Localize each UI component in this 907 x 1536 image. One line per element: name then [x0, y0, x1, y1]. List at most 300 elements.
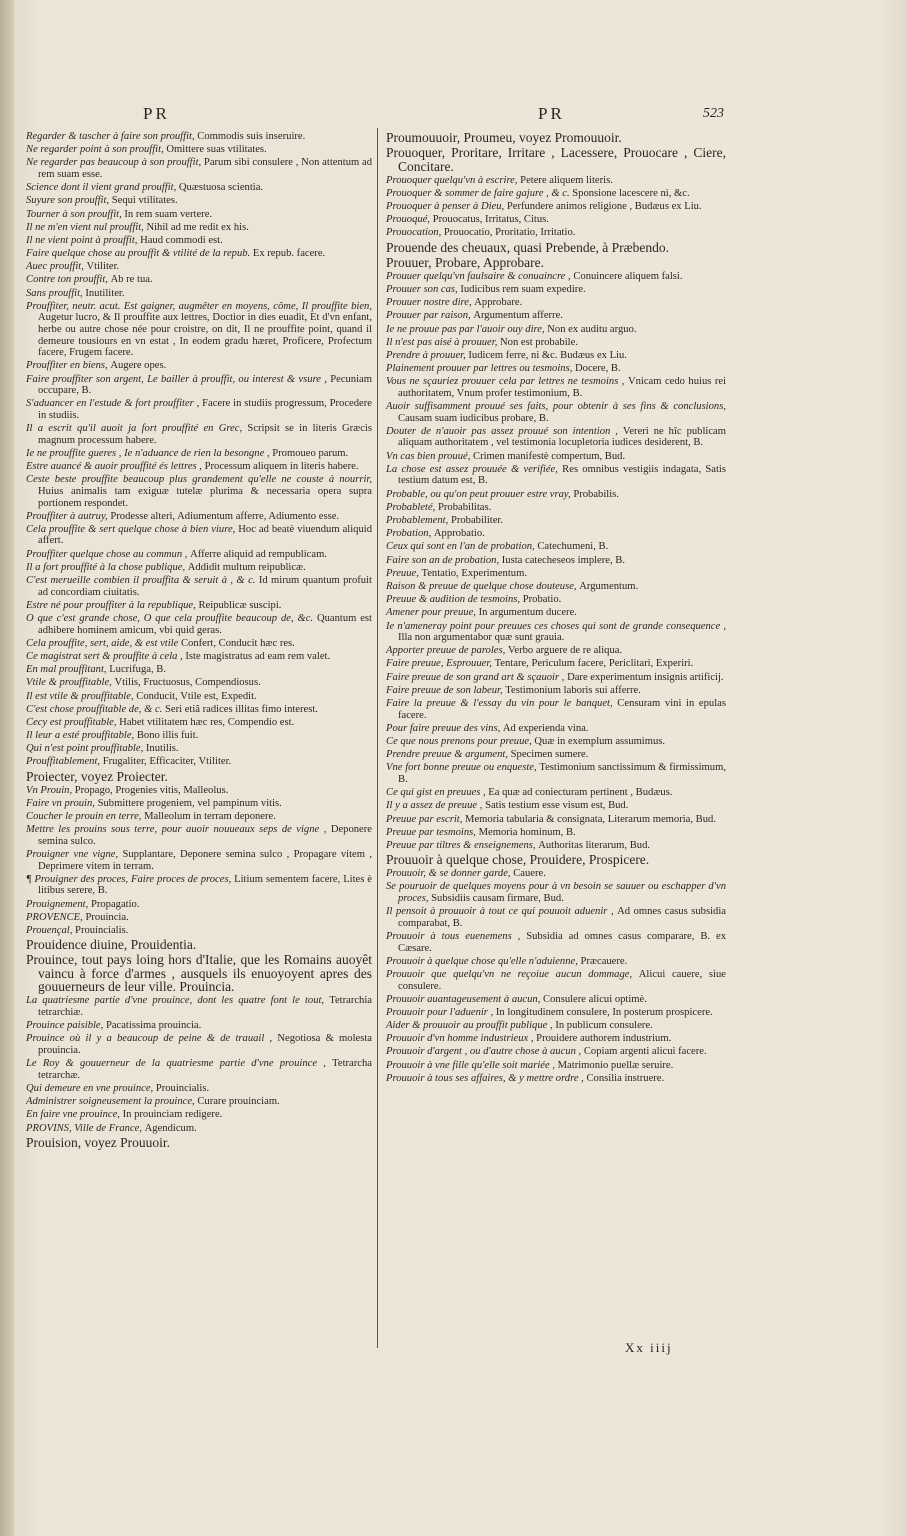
latin-gloss: Scripsit se in literis Græcis magnum processum habere. — [38, 423, 372, 446]
latin-gloss: Approbatio. — [433, 528, 485, 540]
latin-gloss: Prouidence diuine, Prouidentia. — [26, 937, 197, 953]
dictionary-entry — [26, 717, 372, 729]
french-headword: Prouince paisible, — [26, 1020, 106, 1032]
dictionary-entry — [26, 131, 372, 143]
latin-gloss: Sponsione lacescere ni, &c. — [572, 187, 690, 199]
french-headword: Prouençal, — [26, 925, 76, 937]
latin-gloss: Ex repub. facere. — [252, 248, 326, 260]
latin-gloss: Consilia instruere. — [586, 1072, 665, 1084]
french-headword: Coucher le prouin en terre, — [26, 811, 145, 823]
dictionary-entry — [386, 581, 726, 593]
right-column — [386, 131, 726, 1086]
dictionary-entry — [26, 1096, 372, 1108]
french-headword: Preuue par tesmoins, — [386, 826, 479, 838]
french-headword: La chose est assez prouuée & verifiée, — [386, 463, 563, 475]
dictionary-entry — [386, 515, 726, 527]
latin-gloss: Proumouuoir, Proumeu, voyez Promouuoir. — [386, 130, 622, 145]
dictionary-entry — [386, 1020, 726, 1032]
latin-gloss: Parum sibi consulere , Non attentum ad rem suam esse. — [38, 157, 372, 180]
french-headword: Prouuoir pour l'aduenir , — [386, 1006, 496, 1018]
dictionary-entry — [386, 931, 726, 954]
dictionary-entry — [386, 881, 726, 904]
french-headword: Prouuoir à tous euenemens , — [386, 930, 527, 942]
french-headword: Vous ne sçauriez prouuer cela par lettres ne tesmoins , — [386, 376, 628, 388]
french-headword: Faire preuue de son grand art & sçauoir , — [386, 671, 568, 683]
french-headword: Prouuoir auantageusement à aucun, — [386, 993, 544, 1005]
dictionary-entry — [26, 549, 372, 561]
dictionary-entry — [26, 1083, 372, 1095]
latin-gloss: Probabilis. — [573, 488, 619, 500]
dictionary-entry — [26, 953, 372, 994]
dictionary-entry — [26, 157, 372, 180]
dictionary-entry — [26, 925, 372, 937]
latin-gloss: Causam suam iudicibus probare, B. — [398, 412, 549, 424]
french-headword: Prouince où il y a beaucoup de peine & de trauail , — [26, 1033, 278, 1045]
latin-gloss: Negotiosa & molesta prouincia. — [38, 1033, 372, 1056]
french-headword: En mal prouffitant, — [26, 664, 110, 676]
dictionary-entry — [26, 730, 372, 742]
dictionary-entry — [386, 736, 726, 748]
dictionary-entry — [386, 1046, 726, 1058]
french-headword: Prouuoir d'vn homme industrieux , — [386, 1033, 537, 1045]
latin-gloss: Ab re tua. — [110, 274, 153, 286]
french-headword: Ie ne prouue pas par l'auoir ouy dire, — [386, 323, 548, 335]
dictionary-entry — [386, 672, 726, 684]
dictionary-entry — [26, 770, 372, 784]
column-divider — [377, 128, 378, 1348]
latin-gloss: Frugaliter, Efficaciter, Vtiliter. — [102, 756, 232, 768]
dictionary-entry — [386, 241, 726, 255]
dictionary-entry — [386, 310, 726, 322]
french-headword: Qui demeure en vne prouince, — [26, 1082, 156, 1094]
dictionary-entry — [26, 811, 372, 823]
french-headword: Apporter preuue de paroles, — [386, 645, 508, 657]
dictionary-entry — [386, 528, 726, 540]
dictionary-entry — [386, 227, 726, 239]
binding-gutter — [0, 0, 14, 1536]
french-headword: Prouffiter en biens, — [26, 360, 111, 372]
latin-gloss: Reipublicæ suscipi. — [198, 599, 282, 611]
dictionary-entry — [26, 461, 372, 473]
dictionary-entry — [26, 301, 372, 359]
latin-gloss: Quæstuosa scientia. — [178, 182, 264, 194]
french-headword: Probable, ou qu'on peut prouuer estre vray, — [386, 488, 574, 500]
french-headword: Prouffiter, neutr. acut. Est gaigner, augmêter en moyens, côme, Il prouffite bien, — [26, 300, 372, 312]
left-column — [26, 131, 372, 1151]
french-headword: Prouigner vne vigne, — [26, 849, 123, 861]
french-headword: Estre auancé & auoir prouffité és lettres , — [26, 461, 205, 473]
latin-gloss: Tentare, Periculum facere, Periclitari, Experiri. — [494, 658, 694, 670]
french-headword: Faire la preuue & l'essay du vin pour le banquet, — [386, 698, 618, 710]
dictionary-entry — [386, 853, 726, 867]
latin-gloss: Tetrarchia tetrarchiæ. — [38, 995, 372, 1018]
dictionary-entry — [26, 691, 372, 703]
dictionary-entry — [26, 524, 372, 547]
french-headword: Vn cas bien prouué, — [386, 450, 473, 462]
dictionary-entry — [386, 685, 726, 697]
dictionary-entry — [386, 658, 726, 670]
dictionary-entry — [26, 849, 372, 872]
dictionary-entry — [386, 271, 726, 283]
dictionary-entry — [386, 188, 726, 200]
latin-gloss: Ad omnes casus subsidia comparabat, B. — [398, 906, 726, 929]
dictionary-entry — [26, 274, 372, 286]
latin-gloss: Catechumeni, B. — [537, 541, 609, 553]
latin-gloss: Vereri ne hîc publicam aliquam authoritatem , vel testimonia locupletoria iudices desiderent, B. — [398, 425, 726, 449]
latin-gloss: Iudicem ferre, ni &c. Budæus ex Liu. — [468, 349, 627, 361]
latin-gloss: Iusta catecheseos implere, B. — [501, 554, 626, 566]
french-headword: C'est merueille combien il prouffita & seruit à , & c. — [26, 575, 259, 587]
page-number: 523 — [703, 106, 724, 121]
latin-gloss: Inutilis. — [145, 743, 179, 755]
french-headword: Il y a assez de preuue , — [386, 800, 486, 812]
latin-gloss: Augetur lucro, & Il prouffite aux lettres, Doctior in dies euadit, Et d'vn enfant, herbe ou autre chose née pour croistre, on dit, Il ne prouffite point, quand il demeure tousiours en vn estat , In eodem gradu hæret, Proficere, Profectum facere, Frugem facere. — [38, 312, 372, 359]
latin-gloss: Lucrifuga, B. — [109, 664, 166, 676]
french-headword: Amener pour preuue, — [386, 607, 479, 619]
french-headword: Prouffiter à autruy, — [26, 510, 111, 522]
latin-gloss: Copiam argenti alicui facere. — [583, 1046, 707, 1058]
latin-gloss: Promoueo parum. — [272, 447, 349, 459]
latin-gloss: Argumentum. — [579, 580, 639, 592]
latin-gloss: Proiecter, voyez Proiecter. — [26, 768, 168, 784]
french-headword: Prouuoir à quelque chose qu'elle n'aduienne, — [386, 955, 581, 967]
dictionary-entry — [26, 144, 372, 156]
latin-gloss: Probabiliter. — [450, 515, 504, 526]
latin-gloss: Omittere suas vtilitates. — [166, 144, 267, 156]
french-headword: Prouuoir à tous ses affaires, & y mettre ordre , — [386, 1072, 587, 1084]
french-headword: Faire prouffiter son argent, Le bailler à prouffit, ou interest & vsure , — [26, 373, 331, 385]
dictionary-entry — [26, 824, 372, 847]
french-headword: Estre né pour prouffiter à la republique, — [26, 599, 199, 611]
latin-gloss: Alicui cauere, siue consulere. — [398, 968, 726, 992]
dictionary-entry — [26, 288, 372, 300]
dictionary-entry — [26, 613, 372, 636]
dictionary-entry — [386, 201, 726, 213]
latin-gloss: Petere aliquem literis. — [520, 174, 613, 186]
french-headword: Ce magistrat sert & prouffite à cela , — [26, 650, 186, 662]
dictionary-entry — [386, 840, 726, 852]
latin-gloss: Subsidiis causam firmare, Bud. — [431, 892, 564, 904]
latin-gloss: Prouincialis. — [75, 925, 129, 937]
french-headword: Prouuer par raison, — [386, 310, 474, 322]
dictionary-entry — [386, 131, 726, 145]
french-headword: Prouocation, — [386, 227, 444, 239]
dictionary-entry — [26, 677, 372, 689]
latin-gloss: Authoritas literarum, Bud. — [538, 839, 651, 851]
french-headword: Il a fort prouffité à la chose publique, — [26, 561, 188, 573]
french-headword: Ceste beste prouffite beaucoup plus grandement qu'elle ne couste à nourrir, — [26, 474, 372, 486]
french-headword: Preuue, — [386, 567, 422, 579]
latin-gloss: Propagatio. — [90, 898, 140, 910]
latin-gloss: Iudicibus rem suam expedire. — [460, 284, 586, 295]
latin-gloss: Cauere. — [513, 868, 546, 880]
latin-gloss: Augere opes. — [110, 360, 167, 372]
french-headword: Prendre preuue & argument, — [386, 749, 511, 761]
french-headword: Il n'est pas aisé à prouuer, — [386, 336, 500, 348]
french-headword: Aider & prouuoir au prouffit publique , — [386, 1020, 556, 1032]
french-headword: Prouffiter quelque chose au commun , — [26, 548, 191, 560]
latin-gloss: Testimonium sanctissimum & firmissimum, B. — [398, 762, 726, 785]
french-headword: Vn Prouin, — [26, 784, 75, 796]
dictionary-entry — [26, 664, 372, 676]
latin-gloss: Quæ in exemplum assumimus. — [534, 736, 666, 747]
dictionary-entry — [26, 360, 372, 372]
latin-gloss: Illa non argumentabor quæ sunt grauia. — [398, 632, 565, 644]
french-headword: S'aduancer en l'estude & fort prouffiter , — [26, 398, 203, 410]
latin-gloss: Iste magistratus ad eam rem valet. — [185, 650, 331, 662]
dictionary-entry — [26, 182, 372, 194]
dictionary-entry — [26, 899, 372, 911]
french-headword: Prouignement, — [26, 898, 91, 910]
dictionary-entry — [386, 489, 726, 501]
latin-gloss: Id mirum quantum profuit ad concordiam ciuitatis. — [38, 575, 372, 598]
french-headword: O que c'est grande chose, O que cela prouffite beaucoup de, &c. — [26, 613, 317, 624]
latin-gloss: Addidit multum reipublicæ. — [187, 561, 306, 573]
latin-gloss: Argumentum afferre. — [473, 310, 563, 322]
french-headword: Se pouruoir de quelques moyens pour à vn besoin se sauuer ou eschapper d'vn proces, — [386, 881, 726, 904]
dictionary-entry — [26, 651, 372, 663]
dictionary-entry — [26, 743, 372, 755]
french-headword: Pour faire preuue des vins, — [386, 722, 503, 734]
dictionary-entry — [386, 337, 726, 349]
french-headword: Il est vtile & prouffitable, — [26, 690, 137, 702]
dictionary-entry — [26, 511, 372, 523]
dictionary-entry — [386, 426, 726, 449]
dictionary-entry — [386, 214, 726, 226]
french-headword: Il leur a esté prouffitable, — [26, 730, 137, 742]
dictionary-entry — [386, 363, 726, 375]
latin-gloss: Quantum est adhibere hominem amicum, vbi quid geras. — [38, 613, 372, 636]
french-headword: Ne regarder pas beaucoup à son prouffit, — [26, 157, 204, 169]
latin-gloss: In argumentum ducere. — [478, 607, 577, 619]
french-headword: Prouuer nostre dire, — [386, 297, 475, 309]
french-headword: Faire preuue, Esprouuer, — [386, 658, 495, 670]
latin-gloss: Tetrarcha tetrarchæ. — [38, 1058, 372, 1081]
french-headword: Prouuer quelqu'vn faulsaire & conuaincre , — [386, 270, 574, 282]
dictionary-entry — [386, 607, 726, 619]
latin-gloss: Res omnibus vestigiis indagata, Satis testium datum est, B. — [398, 463, 727, 487]
french-headword: Probableté, — [386, 501, 438, 513]
french-headword: Mettre les prouins sous terre, pour auoir nouueaux seps de vigne , — [26, 824, 331, 836]
latin-gloss: Consulere alicui optimè. — [543, 993, 647, 1005]
latin-gloss: Inutiliter. — [85, 287, 125, 299]
dictionary-entry — [26, 261, 372, 273]
latin-gloss: Probatio. — [522, 594, 562, 606]
latin-gloss: Supplantare, Deponere semina sulco , Propagare vitem , Deprimere vitem in terram. — [38, 849, 372, 872]
french-headword: Science dont il vient grand prouffit, — [26, 182, 179, 194]
french-headword: Cela prouffite, sert, aide, & est vtile — [26, 637, 181, 649]
dictionary-entry — [386, 284, 726, 296]
latin-gloss: Malleolum in terram deponere. — [144, 811, 276, 823]
french-headword: ¶ Prouigner des proces, Faire proces de proces, — [26, 873, 235, 885]
dictionary-entry — [386, 555, 726, 567]
latin-gloss: In publicum consulere. — [555, 1020, 653, 1032]
dictionary-entry — [386, 698, 726, 721]
dictionary-entry — [386, 621, 726, 644]
latin-gloss: Afferre aliquid ad rempublicam. — [190, 548, 327, 560]
latin-gloss: Seri etiã radices illitas fimo interest. — [164, 703, 318, 715]
dictionary-entry — [26, 562, 372, 574]
latin-gloss: Prouision, voyez Prouuoir. — [26, 1134, 170, 1150]
latin-gloss: Confert, Conducit hæc res. — [180, 637, 295, 649]
latin-gloss: Deponere semina sulco. — [38, 824, 372, 847]
dictionary-entry — [386, 256, 726, 270]
french-headword: Cecy est prouffitable, — [26, 716, 120, 728]
running-head-left: PR — [143, 104, 170, 123]
latin-gloss: Agendicum. — [144, 1122, 197, 1134]
latin-gloss: In prouinciam redigere. — [122, 1109, 223, 1121]
dictionary-entry — [386, 1060, 726, 1072]
french-headword: Vne fort bonne preuue ou enqueste, — [386, 762, 540, 774]
latin-gloss: Memoria tabularia & consignata, Literarum memoria, Bud. — [465, 813, 716, 825]
dictionary-entry — [386, 376, 726, 399]
latin-gloss: Prouocatus, Irritatus, Citus. — [432, 214, 549, 226]
french-headword: Vtile & prouffitable, — [26, 677, 115, 689]
latin-gloss: Prouidere authorem industrium. — [536, 1033, 672, 1045]
latin-gloss: Memoria hominum, B. — [478, 826, 576, 838]
french-headword: Plainement prouuer par lettres ou tesmoins, — [386, 363, 576, 375]
french-headword: La quatriesme partie d'vne prouince, dont les quatre font le tout, — [26, 995, 330, 1007]
dictionary-entry — [26, 248, 372, 260]
dictionary-entry — [386, 451, 726, 463]
french-headword: Tourner à son prouffit, — [26, 208, 125, 220]
dictionary-entry — [26, 1136, 372, 1150]
dictionary-entry — [26, 938, 372, 952]
french-headword: Prouuoir, & se donner garde, — [386, 868, 514, 880]
dictionary-entry — [26, 874, 372, 897]
dictionary-entry — [26, 600, 372, 612]
french-headword: Prendre à prouuer, — [386, 349, 469, 361]
french-headword: Sans prouffit, — [26, 287, 86, 299]
french-headword: PROVENCE, — [26, 911, 86, 923]
dictionary-entry — [26, 575, 372, 598]
latin-gloss: Ad experienda vina. — [502, 722, 589, 734]
dictionary-entry — [26, 448, 372, 460]
dictionary-entry — [386, 594, 726, 606]
french-headword: Prouuoir d'argent , ou d'autre chose à aucun , — [386, 1046, 584, 1058]
dictionary-entry — [386, 502, 726, 514]
running-head-right: PR — [538, 104, 565, 123]
french-headword: Raison & preuue de quelque chose douteuse, — [386, 580, 580, 592]
latin-gloss: Prouincia. — [85, 911, 129, 923]
latin-gloss: Sequi vtilitates. — [111, 195, 178, 207]
latin-gloss: Prouince, tout pays loing hors d'Italie, que les Romains auoyêt vaincu à force d'armes , ausquels ils enuoyoyent apres des gouuerneurs de leur ville. Prouincia. — [26, 952, 372, 995]
latin-gloss: Prouocatio, Proritatio, Irritatio. — [443, 227, 576, 239]
dictionary-entry — [386, 1073, 726, 1085]
latin-gloss: Censuram vini in epulas facere. — [398, 698, 726, 721]
french-headword: Prouoqué, — [386, 214, 433, 226]
dictionary-entry — [26, 638, 372, 650]
dictionary-entry — [26, 785, 372, 797]
french-headword: Auec prouffit, — [26, 261, 87, 273]
french-headword: Cela prouffite & sert quelque chose à bien viure, — [26, 523, 239, 535]
french-headword: Douter de n'auoir pas assez prouué son intention , — [386, 425, 623, 437]
dictionary-entry — [26, 209, 372, 221]
dictionary-entry — [26, 995, 372, 1018]
signature-mark: Xx iiij — [625, 1340, 673, 1355]
latin-gloss: Prouoquer, Proritare, Irritare , Lacessere, Prouocare , Ciere, Concitare. — [386, 145, 726, 174]
latin-gloss: Specimen sumere. — [510, 749, 589, 761]
latin-gloss: Haud commodi est. — [140, 234, 223, 246]
latin-gloss: Subsidia ad omnes casus comparare, B. ex Cæsare. — [398, 930, 726, 954]
latin-gloss: Verbo arguere de re aliqua. — [507, 645, 623, 657]
dictionary-entry — [386, 401, 726, 424]
french-headword: Le Roy & gouuerneur de la quatriesme partie d'vne prouince , — [26, 1058, 333, 1070]
latin-gloss: In rem suam vertere. — [124, 208, 213, 220]
latin-gloss: Non est probabile. — [500, 336, 578, 348]
latin-gloss: Ea quæ ad coniecturam pertinent , Budæus. — [488, 787, 673, 799]
french-headword: Qui n'est point prouffitable, — [26, 743, 146, 755]
dictionary-entry — [386, 827, 726, 839]
dictionary-entry — [386, 762, 726, 785]
dictionary-entry — [26, 423, 372, 446]
latin-gloss: Præcauere. — [580, 955, 628, 967]
dictionary-entry — [26, 222, 372, 234]
latin-gloss: Litium sementem facere, Lites è litibus serere, B. — [38, 873, 372, 897]
latin-gloss: Vnicam cedo huius rei authoritatem, Vnum profer testimonium, B. — [398, 376, 727, 399]
french-headword: Probation, — [386, 528, 434, 540]
dictionary-entry — [26, 1020, 372, 1032]
latin-gloss: Non ex auditu arguo. — [547, 323, 637, 335]
latin-gloss: Prouende des cheuaux, quasi Prebende, à Præbendo. — [386, 239, 670, 255]
latin-gloss: Tentatio, Experimentum. — [421, 567, 527, 579]
french-headword: Ie n'ameneray point pour preuues ces choses qui sont de grande consequence , — [386, 620, 726, 632]
latin-gloss: Nihil ad me redit ex his. — [146, 221, 249, 233]
dictionary-entry — [26, 235, 372, 247]
latin-gloss: Prouincialis. — [155, 1082, 210, 1094]
latin-gloss: In longitudinem consulere, In posterum prospicere. — [495, 1006, 713, 1018]
french-headword: Prouffitablement, — [26, 756, 103, 768]
french-headword: Preuue par tiltres & enseignemens, — [386, 839, 539, 851]
french-headword: Ne regarder point à son prouffit, — [26, 144, 167, 156]
latin-gloss: Probabilitas. — [437, 501, 492, 513]
dictionary-entry — [26, 1033, 372, 1056]
latin-gloss: Conducit, Vtile est, Expedit. — [136, 690, 257, 702]
latin-gloss: Perfundere animos religione , Budæus ex Liu. — [506, 201, 702, 213]
dictionary-entry — [26, 398, 372, 421]
latin-gloss: Vtilis, Fructuosus, Compendiosus. — [114, 677, 261, 689]
french-headword: Ie ne prouffite gueres , Ie n'aduance de rien la besongne , — [26, 447, 273, 459]
dictionary-entry — [386, 969, 726, 992]
french-headword: PROVINS, Ville de France, — [26, 1122, 145, 1134]
dictionary-entry — [26, 1058, 372, 1081]
dictionary-entry — [26, 195, 372, 207]
french-headword: Administrer soigneusement la prouince, — [26, 1096, 198, 1108]
french-headword: Preuue par escrit, — [386, 813, 466, 825]
latin-gloss: Hoc ad beatè viuendum aliquid affert. — [38, 523, 372, 547]
french-headword: Prouuoir à vne fille qu'elle soit mariée , — [386, 1059, 558, 1071]
dictionary-entry — [386, 800, 726, 812]
dictionary-entry — [26, 374, 372, 397]
french-headword: Preuue & audition de tesmoins, — [386, 594, 523, 606]
french-headword: Faire son an de probation, — [386, 554, 502, 566]
dictionary-entry — [386, 568, 726, 580]
latin-gloss: Prouuoir à quelque chose, Prouidere, Prospicere. — [386, 852, 650, 868]
french-headword: Faire preuue de son labeur, — [386, 684, 506, 696]
dictionary-entry — [386, 146, 726, 173]
dictionary-entry — [386, 723, 726, 735]
latin-gloss: Testimonium laboris sui afferre. — [505, 684, 641, 696]
dictionary-entry — [26, 756, 372, 768]
french-headword: Il ne vient point à prouffit, — [26, 234, 141, 246]
french-headword: Il ne m'en vient nul prouffit, — [26, 221, 147, 233]
latin-gloss: Huius animalis tam exiguæ tutelæ plurima & necessaria opera supra portionem respondet. — [38, 485, 372, 509]
dictionary-entry — [26, 704, 372, 716]
dictionary-entry — [386, 350, 726, 362]
dictionary-entry — [386, 1007, 726, 1019]
latin-gloss: Dare experimentum insignis artificij. — [567, 671, 724, 683]
latin-gloss: Prouuer, Probare, Approbare. — [386, 254, 545, 270]
